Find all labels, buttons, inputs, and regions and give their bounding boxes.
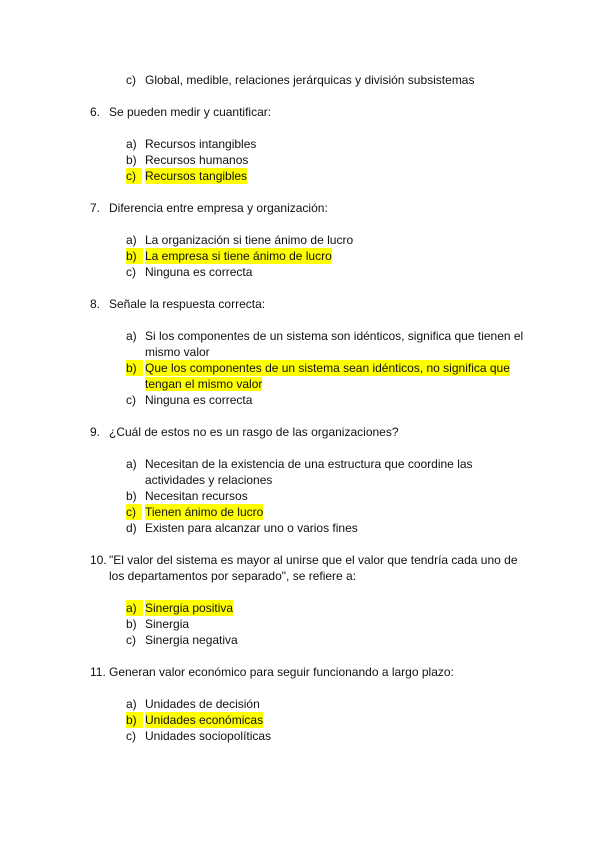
highlighted-answer: La empresa si tiene ánimo de lucro (145, 249, 332, 263)
option-text: Existen para alcanzar uno o varios fines (145, 521, 358, 535)
question-text: Diferencia entre empresa y organización: (109, 201, 328, 215)
option-letter: b) (126, 712, 143, 728)
option-letter: c) (126, 633, 136, 647)
option-letter: b) (126, 489, 137, 503)
question-number: 9. (90, 425, 101, 439)
question-text: Señale la respuesta correcta: (109, 297, 266, 311)
option-text: Sinergia (145, 617, 190, 631)
option-text: Unidades sociopolíticas (145, 729, 272, 743)
option-text: mismo valor (145, 345, 210, 359)
option-text: Recursos humanos (145, 153, 249, 167)
option-text: actividades y relaciones (145, 473, 273, 487)
question-number: 6. (90, 105, 101, 119)
highlighted-answer: Que los componentes de un sistema sean idénticos, no significa que (145, 361, 510, 375)
option-letter: a) (126, 137, 137, 151)
option-letter: b) (126, 153, 137, 167)
option-letter: c) (126, 504, 142, 520)
option-letter: a) (126, 697, 137, 711)
option-text: Recursos intangibles (145, 137, 257, 151)
option-text-continuation (145, 376, 262, 392)
question-text: "El valor del sistema es mayor al unirse que el valor que tendría cada uno de (109, 553, 518, 567)
highlighted-answer: Unidades económicas (145, 713, 264, 727)
highlighted-answer: Recursos tangibles (145, 169, 248, 183)
option-letter: b) (126, 248, 143, 264)
option-letter: c) (126, 729, 136, 743)
question-number: 8. (90, 297, 101, 311)
option-text: Ninguna es correcta (145, 265, 253, 279)
highlighted-answer: Tienen ánimo de lucro (145, 505, 264, 519)
option-text: Sinergia negativa (145, 633, 238, 647)
option-letter: b) (126, 617, 137, 631)
question-text-continuation: los departamentos por separado", se refiere a: (109, 569, 357, 583)
highlighted-answer: tengan el mismo valor (145, 377, 263, 391)
option-text: Necesitan recursos (145, 489, 248, 503)
option-text-continuation (145, 344, 210, 360)
option-letter: c) (126, 265, 136, 279)
option-text: Necesitan de la existencia de una estructura que coordine las (145, 457, 473, 471)
question-number: 10. (90, 553, 107, 567)
option-text-continuation (145, 472, 272, 488)
option-letter: c) (126, 168, 142, 184)
question-number: 11. (90, 665, 106, 679)
option-letter: a) (126, 233, 137, 247)
option-text: La organización si tiene ánimo de lucro (145, 233, 354, 247)
option-letter: d) (126, 521, 137, 535)
question-text: Se pueden medir y cuantificar: (109, 105, 272, 119)
question-text: Generan valor económico para seguir funcionando a largo plazo: (109, 665, 454, 679)
option-text: Unidades de decisión (145, 697, 260, 711)
option-text: Ninguna es correcta (145, 393, 253, 407)
option-letter: c) (126, 393, 136, 407)
option-text: Global, medible, relaciones jerárquicas y división subsistemas (145, 73, 475, 87)
option-letter: c) (126, 73, 136, 87)
question-text: ¿Cuál de estos no es un rasgo de las organizaciones? (109, 425, 399, 439)
question-number: 7. (90, 201, 101, 215)
option-letter: a) (126, 457, 137, 471)
option-letter: a) (126, 329, 137, 343)
highlighted-answer: Sinergia positiva (145, 601, 234, 615)
option-letter: b) (126, 360, 143, 376)
option-text: Si los componentes de un sistema son idénticos, significa que tienen el (145, 329, 524, 343)
option-letter: a) (126, 600, 143, 616)
